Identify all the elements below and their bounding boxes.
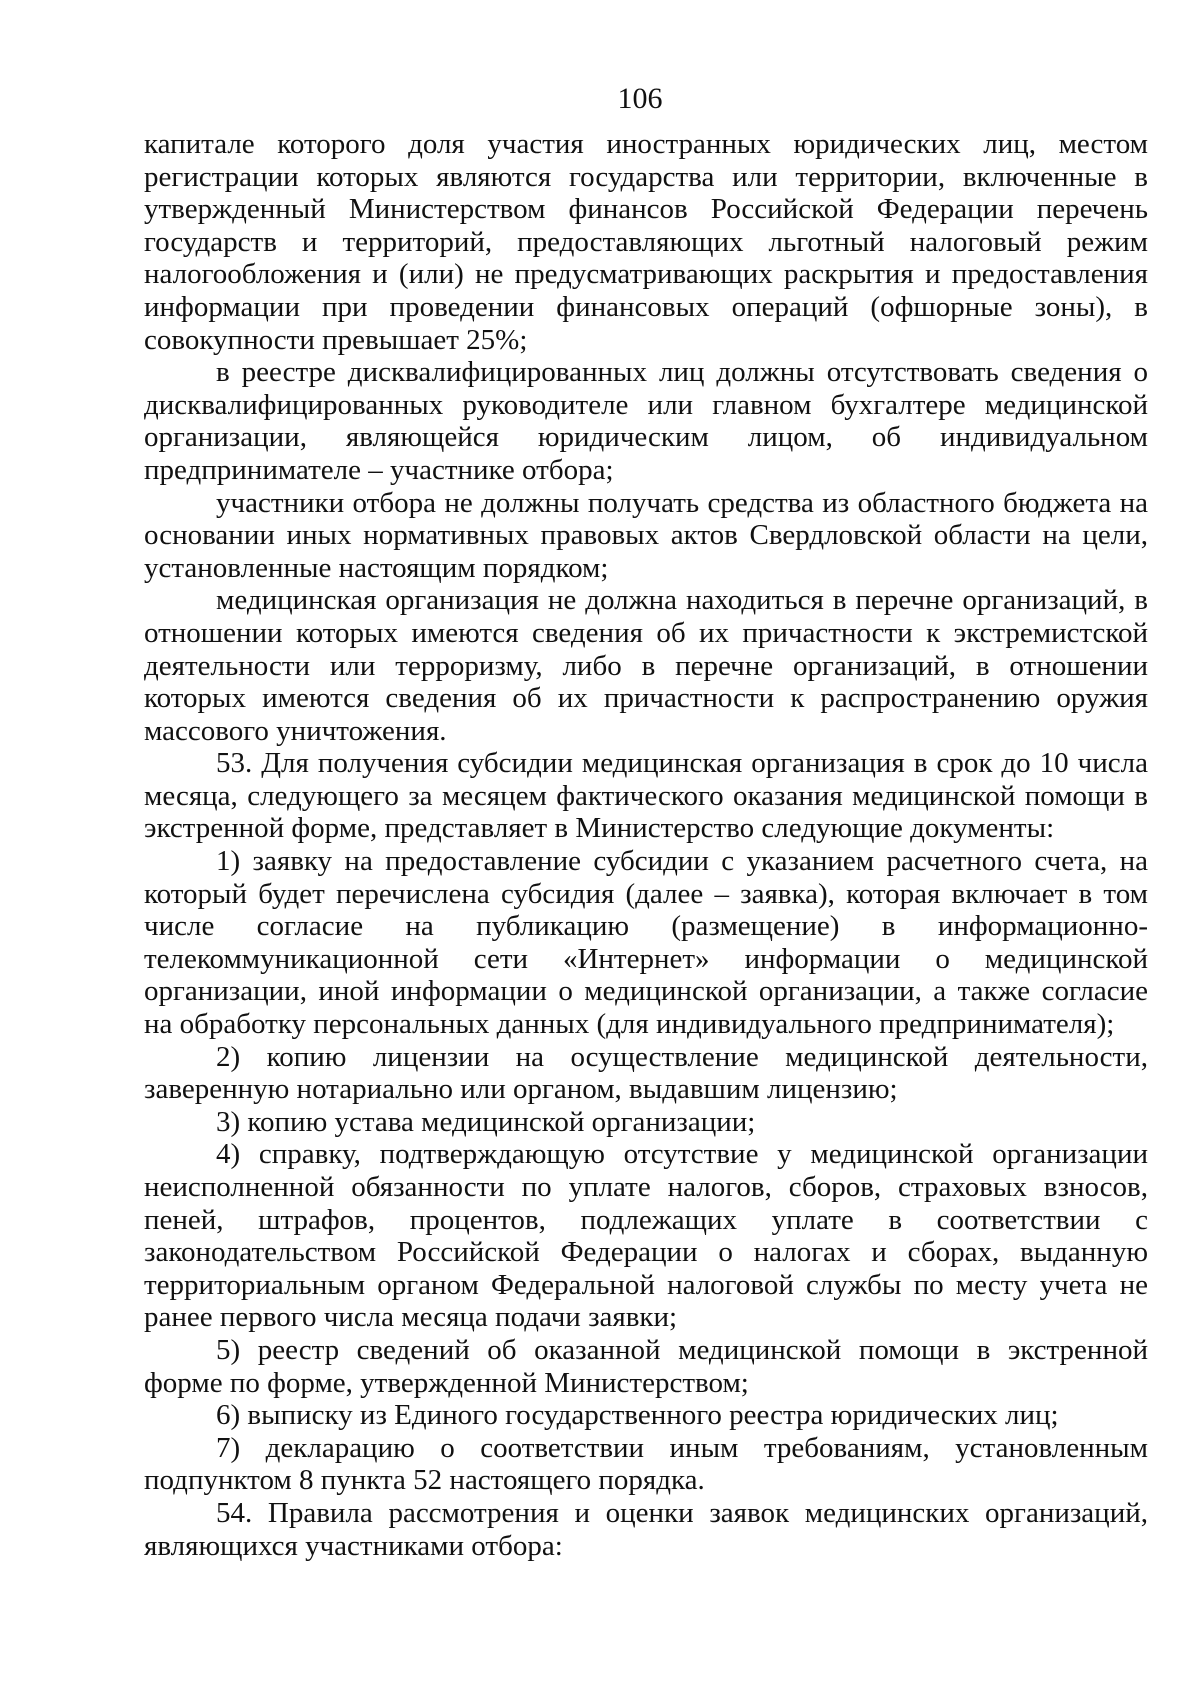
paragraph-disqualified-persons: в реестре дисквалифицированных лиц должны отсутствовать сведения о дисквалифицированных руководителе или главном бухгалтере медицинской организации, являющейся юридическим лицом, об индивидуальном предпринимателе – участнике отбора; <box>144 356 1148 486</box>
list-item-declaration: 7) декларацию о соответствии иным требованиям, установленным подпунктом 8 пункта 52 настоящего порядка. <box>144 1431 1148 1497</box>
list-item-tax-certificate: 4) справку, подтверждающую отсутствие у медицинской организации неисполненной обязанности по уплате налогов, сборов, страховых взносов, пеней, штрафов, процентов, подлежащих уплате в соответствии с законодательством Российской Федерации о налогах и сборах, выданную территориальным органом Федеральной налоговой службы по месту учета не ранее первого числа месяца подачи заявки; <box>144 1138 1148 1334</box>
paragraph-clause-53: 53. Для получения субсидии медицинская организация в срок до 10 числа месяца, следующего за месяцем фактического оказания медицинской помощи в экстренной форме, представляет в Министерство следующие документы: <box>144 747 1148 845</box>
document-body <box>144 128 1148 1562</box>
list-item-charter-copy: 3) копию устава медицинской организации; <box>216 1105 756 1138</box>
paragraph-clause-54: 54. Правила рассмотрения и оценки заявок медицинских организаций, являющихся участниками отбора: <box>144 1496 1148 1562</box>
paragraph-offshore-share: капитале которого доля участия иностранных юридических лиц, местом регистрации которых являются государства или территории, включенные в утвержденный Министерством финансов Российской Федерации перечень государств и территорий, предоставляющих льготный налоговый режим налогообложения и (или) не предусматривающих раскрытия и предоставления информации при проведении финансовых операций (офшорные зоны), в совокупности превышает 25%; <box>144 128 1148 356</box>
list-item-registry-extract: 6) выписку из Единого государственного реестра юридических лиц; <box>216 1399 1059 1432</box>
paragraph-extremism-list: медицинская организация не должна находиться в перечне организаций, в отношении которых имеются сведения об их причастности к экстремистской деятельности или терроризму, либо в перечне организаций, в отношении которых имеются сведения об их причастности к распространению оружия массового уничтожения. <box>144 584 1148 747</box>
list-item-license-copy: 2) копию лицензии на осуществление медицинской деятельности, заверенную нотариально или органом, выдавшим лицензию; <box>144 1040 1148 1106</box>
page-number: 106 <box>617 82 663 115</box>
paragraph-regional-budget-funds: участники отбора не должны получать средства из областного бюджета на основании иных нормативных правовых актов Свердловской области на цели, установленные настоящим порядком; <box>144 486 1148 584</box>
list-item-application: 1) заявку на предоставление субсидии с указанием расчетного счета, на который будет перечислена субсидия (далее – заявка), которая включает в том числе согласие на публикацию (размещение) в информационно-телекоммуникационной сети «Интернет» информации о медицинской организации, иной информации о медицинской организации, а также согласие на обработку персональных данных (для индивидуального предпринимателя); <box>144 845 1148 1041</box>
list-item-care-register: 5) реестр сведений об оказанной медицинской помощи в экстренной форме по форме, утвержденной Министерством; <box>144 1333 1148 1399</box>
